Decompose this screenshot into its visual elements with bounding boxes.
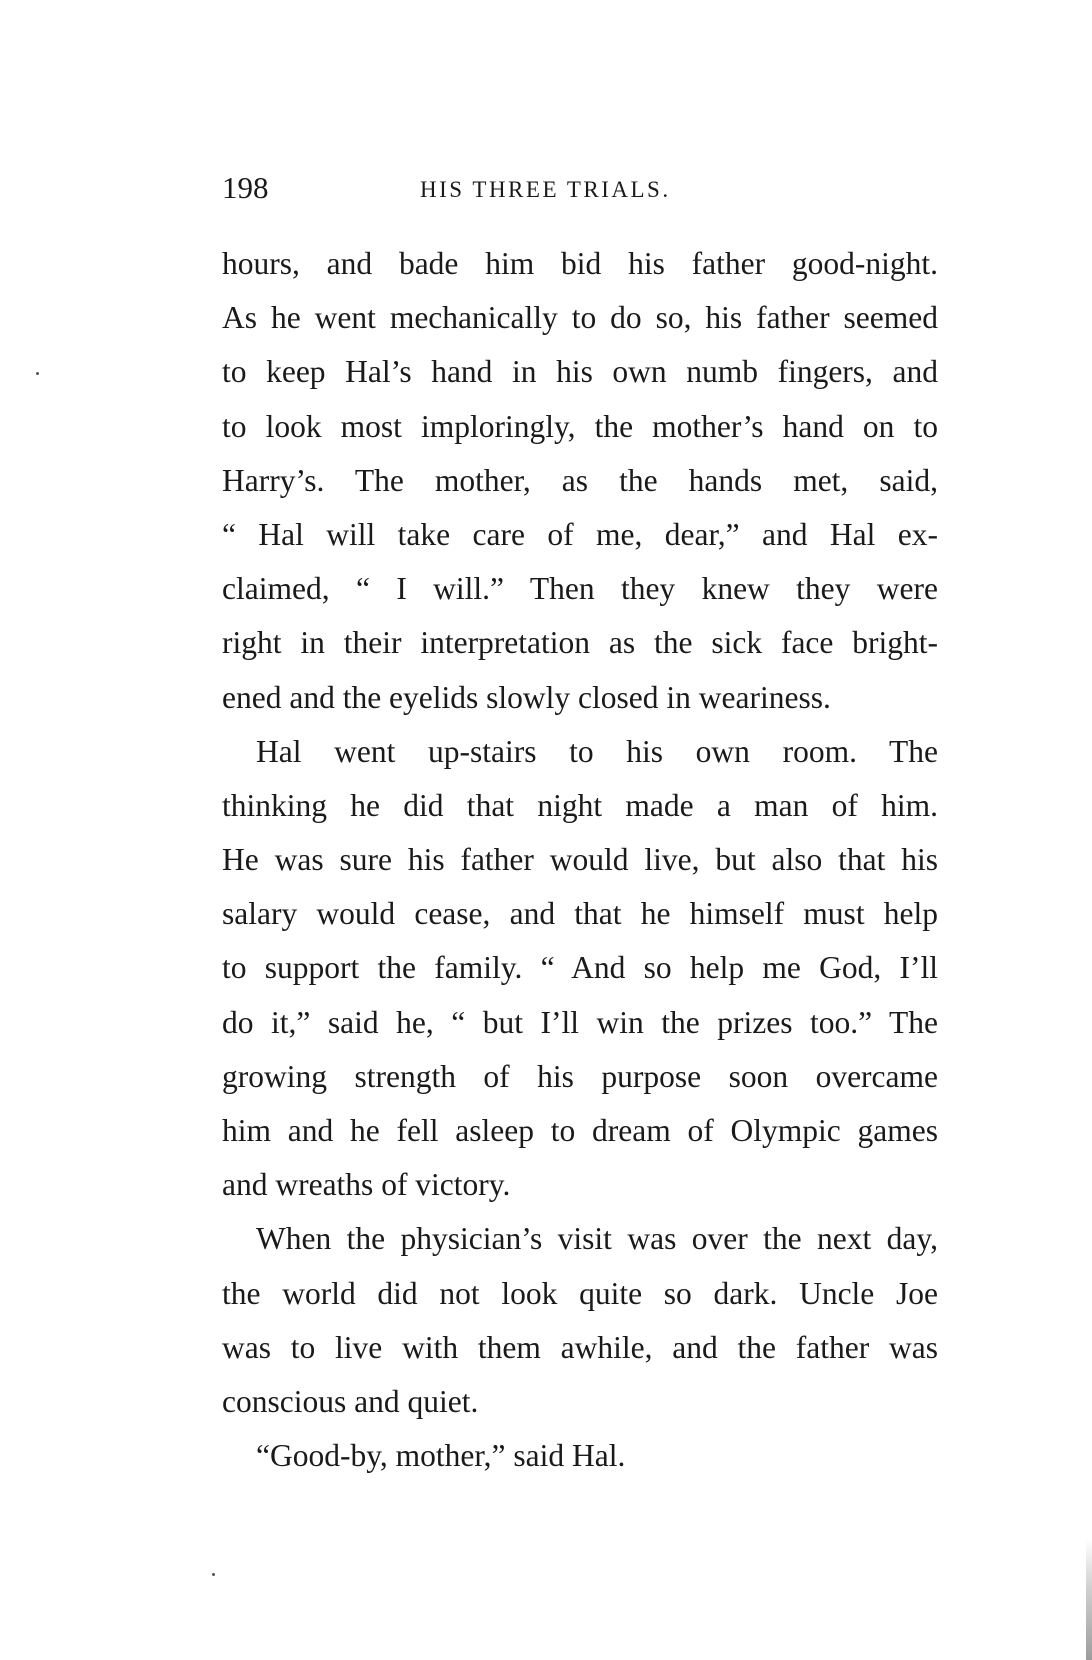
text-line: right in their interpretation as the sick face bright-: [222, 625, 938, 661]
running-head: [222, 168, 938, 208]
text-line: hours, and bade him bid his father good-night.: [222, 246, 938, 281]
text-line: He was sure his father would live, but also that his: [222, 842, 938, 878]
text-line: When the physician’s visit was over the next day,: [256, 1221, 938, 1257]
text-line: him and he fell asleep to dream of Olympic games: [222, 1113, 938, 1148]
text-line: was to live with them awhile, and the father was: [222, 1329, 938, 1365]
page-number: 198: [222, 170, 269, 205]
text-line: the world did not look quite so dark. Uncle Joe: [222, 1275, 938, 1311]
text-line: and wreaths of victory.: [222, 1167, 511, 1203]
text-line: “Good-by, mother,” said Hal.: [256, 1438, 626, 1474]
text-line: growing strength of his purpose soon overcame: [222, 1058, 938, 1094]
running-title: HIS THREE TRIALS.: [420, 177, 671, 202]
text-line: ened and the eyelids slowly closed in weariness.: [222, 679, 831, 715]
scan-speck: [212, 1573, 215, 1576]
text-line: “ Hal will take care of me, dear,” and Hal ex-: [222, 516, 938, 552]
page-edge-shadow: [1086, 1540, 1092, 1660]
text-line: do it,” said he, “ but I’ll win the prizes too.” The: [222, 1004, 938, 1040]
text-line: Harry’s. The mother, as the hands met, said,: [222, 462, 938, 498]
text-line: Hal went up-stairs to his own room. The: [256, 733, 938, 769]
text-line: claimed, “ I will.” Then they knew they were: [222, 571, 938, 607]
body-text: [222, 237, 938, 1483]
text-line: to keep Hal’s hand in his own numb fingers, and: [222, 354, 938, 390]
text-line: thinking he did that night made a man of him.: [222, 787, 938, 823]
scan-speck: [36, 372, 39, 375]
text-line: salary would cease, and that he himself must help: [222, 896, 938, 932]
text-line: As he went mechanically to do so, his father seemed: [222, 300, 938, 336]
text-line: conscious and quiet.: [222, 1383, 479, 1419]
text-line: to look most imploringly, the mother’s hand on to: [222, 408, 938, 444]
text-line: to support the family. “ And so help me God, I’ll: [222, 950, 938, 986]
